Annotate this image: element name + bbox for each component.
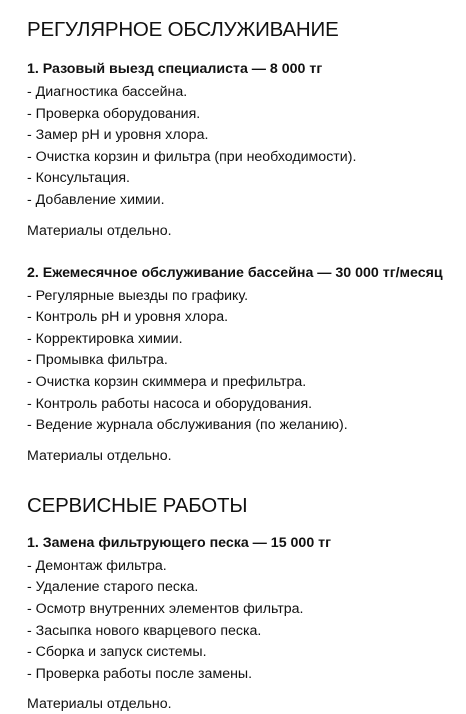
section-title-regular-service: РЕГУЛЯРНОЕ ОБСЛУЖИВАНИЕ	[27, 18, 339, 41]
list-item: - Регулярные выезды по графику.	[27, 287, 249, 304]
list-item: - Сборка и запуск системы.	[27, 644, 207, 661]
materials-note: Материалы отдельно.	[27, 696, 172, 713]
materials-note: Материалы отдельно.	[27, 222, 172, 239]
service-items-list	[27, 286, 466, 437]
list-item: - Очистка корзин скиммера и префильтра.	[27, 373, 307, 390]
list-item: - Контроль работы насоса и оборудования.	[27, 395, 313, 412]
service-items-list	[27, 82, 466, 212]
list-item: - Засыпка нового кварцевого песка.	[27, 622, 262, 639]
service-items-list	[27, 556, 466, 686]
list-item: - Диагностика бассейна.	[27, 84, 188, 100]
list-item: - Контроль pH и уровня хлора.	[27, 309, 229, 326]
list-item: - Замер pH и уровня хлора.	[27, 127, 209, 144]
list-item: - Проверка работы после замены.	[27, 665, 253, 682]
list-item: - Промывка фильтра.	[27, 352, 168, 369]
service-title-sand-replacement: 1. Замена фильтрующего песка — 15 000 тг	[27, 534, 332, 551]
section-title-service-works: СЕРВИСНЫЕ РАБОТЫ	[27, 493, 248, 517]
list-item: - Проверка оборудования.	[27, 105, 201, 122]
service-block-sand-replacement	[27, 533, 466, 714]
list-item: - Добавление химии.	[27, 191, 165, 208]
list-item: - Консультация.	[27, 170, 130, 187]
service-title-monthly: 2. Ежемесячное обслуживание бассейна — 30 000 тг/месяц	[27, 264, 443, 281]
service-title-single-visit: 1. Разовый выезд специалиста — 8 000 тг	[27, 61, 323, 77]
list-item: - Осмотр внутренних элементов фильтра.	[27, 600, 304, 617]
list-item: - Корректировка химии.	[27, 330, 183, 347]
list-item: - Удаление старого песка.	[27, 579, 199, 596]
list-item: - Демонтаж фильтра.	[27, 557, 167, 574]
list-item: - Ведение журнала обслуживания (по желанию).	[27, 417, 348, 434]
list-item: - Очистка корзин и фильтра (при необходимости).	[27, 148, 357, 165]
materials-note: Материалы отдельно.	[27, 447, 172, 464]
service-block-monthly	[27, 263, 466, 466]
service-block-single-visit	[27, 59, 466, 241]
